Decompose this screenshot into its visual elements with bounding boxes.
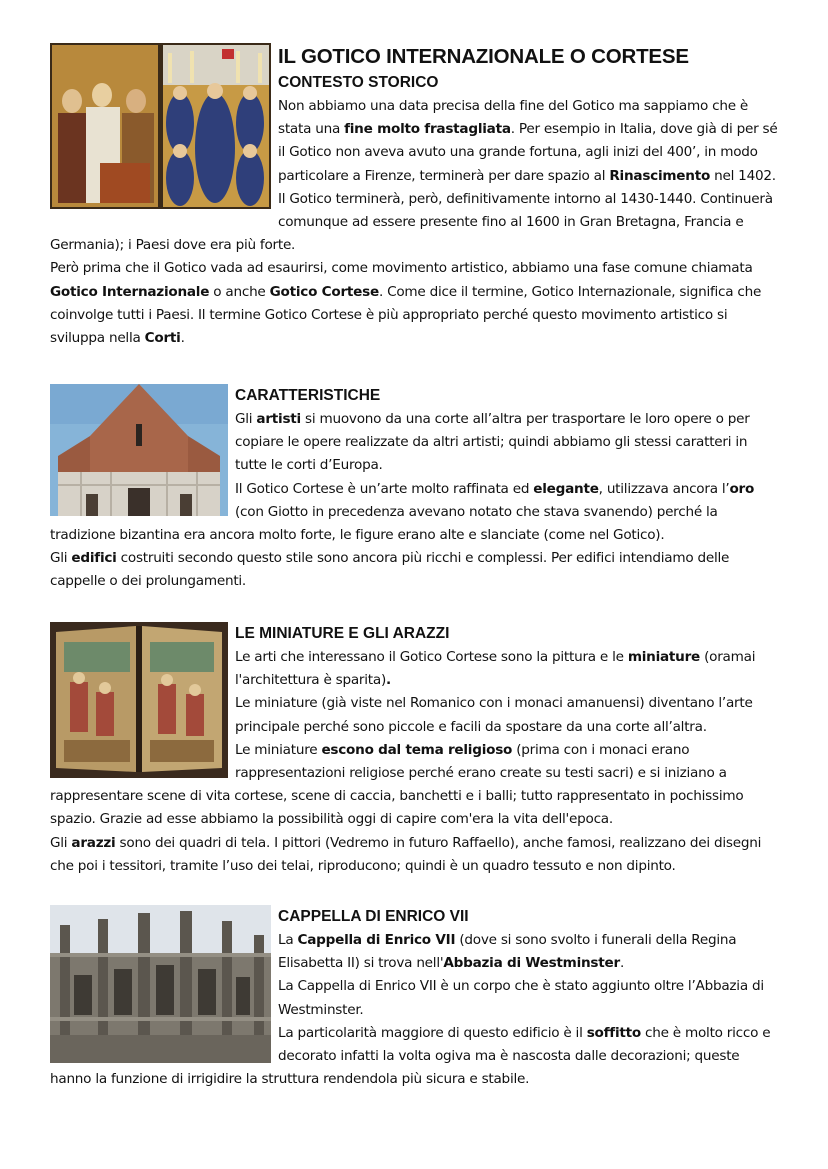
paragraph <box>50 257 780 350</box>
text-run: Gli <box>50 834 72 851</box>
text-run: . Come dice il termine, Gotico Internazionale, significa che coinvolge tutti i Paesi. Il termine Gotico Cortese è più appropriato perché questo movimento artistico si sviluppa nella <box>50 283 762 347</box>
text-run: , utilizzava ancora l’ <box>598 480 730 497</box>
bold-text: fine molto frastagliata <box>344 121 511 138</box>
section-caratteristiche <box>50 384 780 594</box>
section-cappella-enrico <box>50 905 780 1091</box>
section-heading: CARATTERISTICHE <box>235 387 381 404</box>
bold-text: soffitto <box>586 1024 641 1041</box>
text-run: La Cappella di Enrico VII è un corpo che è stato aggiunto oltre l’Abbazia di Westminster. <box>278 978 764 1018</box>
bold-text: . <box>386 672 391 689</box>
text-run: si muovono da una corte all’altra per trasportare le loro opere o per copiare le opere realizzate da altri artisti; quindi abbiamo gli stessi caratteri in tutte le corti d’Europa. <box>235 411 750 474</box>
text-run: (prima con i monaci erano rappresentazioni religiose perché erano create su testi sacri) e si iniziano a rappresentare scene di vita cortese, scene di caccia, banchetti e i balli; tutto rappresentato in pochissimo spazio. Grazie ad esse abbiamo la possibilità oggi di capire com'era la vita dell'epoca. <box>50 741 744 828</box>
bold-text: Gotico Internazionale <box>50 283 210 300</box>
section-miniature-arazzi <box>50 622 780 878</box>
text-run: (oramai l'architettura è sparita) <box>235 649 756 689</box>
paragraph <box>50 832 780 878</box>
text-run: (dove si sono svolto i funerali della Regina Elisabetta II) si trova nell' <box>278 932 737 972</box>
text-run: Il Gotico Cortese è un’arte molto raffinata ed <box>235 480 534 497</box>
text-run: La <box>278 932 298 948</box>
section-heading: LE MINIATURE E GLI ARAZZI <box>235 625 450 642</box>
bold-text: Corti <box>144 330 181 347</box>
paragraph <box>50 547 780 593</box>
bold-text: Gotico Cortese <box>269 283 379 300</box>
text-run: che è molto ricco e decorato infatti la volta ogiva ma è nascosta dalle decorazioni; queste hanno la funzione di irrigidire la struttura rendendola più sicura e stabile. <box>50 1024 771 1088</box>
westminster-image <box>50 905 271 1063</box>
section-heading: CONTESTO STORICO <box>278 74 439 91</box>
section-heading: CAPPELLA DI ENRICO VII <box>278 908 469 925</box>
text-run: Non abbiamo una data precisa della fine del Gotico ma sappiamo che è stata una <box>278 98 748 138</box>
bold-text: miniature <box>627 649 701 665</box>
wilton-diptych-image <box>50 43 271 209</box>
text-run: Gli <box>50 550 72 567</box>
page-title: IL GOTICO INTERNAZIONALE O CORTESE <box>278 45 689 68</box>
text-run: sono dei quadri di tela. I pittori (Vedremo in futuro Raffaello), anche famosi, realizzano dei disegni che poi i tessitori, tramite l’uso dei telai, riproducono; quindi è un quadro tessuto e non dipinto. <box>50 834 762 874</box>
bold-text: Abbazia di Westminster <box>443 955 620 972</box>
text-run: o anche <box>209 283 270 300</box>
bold-text: artisti <box>256 411 301 427</box>
text-run: costruiti secondo questo stile sono ancora più ricchi e complessi. Per edifici intendiamo delle cappelle o dei prolungamenti. <box>50 550 730 590</box>
text-run: Le miniature (già viste nel Romanico con i monaci amanuensi) diventano l’arte principale perché sono piccole e facili da spostare da una corte all’altra. <box>235 695 753 735</box>
text-run: La particolarità maggiore di questo edificio è il <box>278 1024 587 1041</box>
bold-text: oro <box>729 480 755 497</box>
tapestry-image <box>50 622 228 778</box>
text-run: . <box>180 330 185 347</box>
text-run: (con Giotto in precedenza avevano notato che stava svanendo) perché la tradizione bizantina era ancora molto forte, le figure erano alte e slanciate (come nel Gotico). <box>50 503 718 544</box>
section-contesto-storico <box>50 43 780 350</box>
text-run: nel 1402. Il Gotico terminerà, però, definitivamente intorno al 1430-1440. Continuerà comunque ad essere presente fino al 1600 in Gran Bretagna, Francia e Germania); i Paesi dove era più forte. <box>50 167 776 254</box>
text-run: Però prima che il Gotico vada ad esaurirsi, come movimento artistico, abbiamo una fase comune chiamata <box>50 260 753 277</box>
bold-text: arazzi <box>71 834 116 851</box>
text-run: . <box>619 955 625 972</box>
bold-text: elegante <box>533 480 599 497</box>
text-run: . Per esempio in Italia, dove già di per sé il Gotico non aveva avuto una grande fortuna, agli inizi del 400’, in modo particolare a Firenze, terminerà per dare spazio al <box>278 121 778 184</box>
bold-text: Rinascimento <box>609 167 711 184</box>
text-run: Gli <box>235 411 257 427</box>
basilica-image <box>50 384 228 516</box>
bold-text: edifici <box>71 550 117 567</box>
bold-text: Cappella di Enrico VII <box>297 932 456 948</box>
text-run: Le miniature <box>235 741 322 758</box>
bold-text: escono dal tema religioso <box>321 741 513 758</box>
text-run: Le arti che interessano il Gotico Cortese sono la pittura e le <box>235 649 628 665</box>
